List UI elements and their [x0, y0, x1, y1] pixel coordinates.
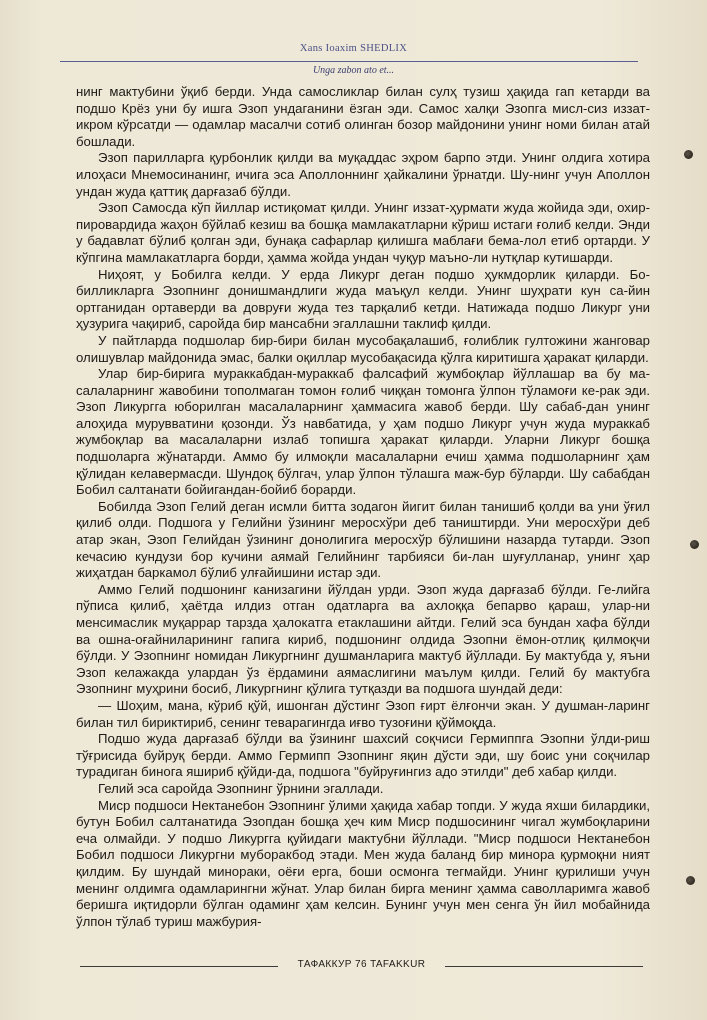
paragraph: Ниҳоят, у Бобилга келди. У ерда Ликург деган подшо ҳукмдорлик қиларди. Бо-билликларга Эзопнинг донишмандлиги жуда маъқул келди. Унинг шуҳрати кун са-йин ортганидан ортаверди ва довруғи жуда тез тарқалиб кетди. Натижада подшо Ликург уни ҳузурига чақириб, саройда бир мансабни эгаллашни таклиф қилди. [76, 266, 650, 332]
header-author: Xans Ioaxim SHEDLIX [299, 43, 408, 54]
punch-hole-icon [690, 540, 699, 549]
running-header [0, 42, 707, 76]
footer-rule-right [445, 966, 643, 967]
paragraph: Подшо жуда дарғазаб бўлди ва ўзининг шахсий соқчиси Гермиппга Эзопни ўлди-риш тўғрисида буйруқ берди. Аммо Гермипп Эзопнинг яқин дўсти эди, шу боис уни соқчилар турадиган бинога яшириб қўйди-да, подшога "буйруғингиз адо этилди" деб хабар қилди. [76, 731, 650, 780]
page-footer [0, 958, 707, 978]
paragraph: Эзоп Самосда кўп йиллар истиқомат қилди. Унинг иззат-ҳурмати жуда жойида эди, охир-пировардида жаҳон бўйлаб кезиш ва бошқа мамлакатларни кўриш истаги ғолиб келди. Энди у бадавлат бўлиб қолган эди, бунақа сафарлар қилишга маблағи бема-лол етиб ортарди. У кўпгина мамлакатларга борди, ҳамма жойда ундан чуқур маъно-ли нутқлар кутишарди. [76, 200, 650, 265]
page-number: ТАФАККУР 76 TAFAKKUR [297, 959, 426, 970]
paragraph: Гелий эса саройда Эзопнинг ўрнини эгаллади. [98, 780, 384, 796]
punch-hole-icon [684, 150, 693, 159]
paragraph: Бобилда Эзоп Гелий деган исмли битта зодагон йигит билан танишиб қолди ва уни ўғил қилиб олди. Подшога у Гелийни ўзининг меросхўри деб таништирди. Уни меросхўри деб атар экан, Эзоп Гелийдан ўзининг донолигига меросхўр бўлишини назарда тутарди. Эзоп кечасию кундузи бор кучини аямай Гелийнинг тарбияси би-лан шуғулланар, унинг ҳар жиҳатдан баркамол бўлиб улғайишини истар эди. [76, 498, 650, 581]
paragraph: нинг мактубини ўқиб берди. Унда самосликлар билан сулҳ тузиш ҳақида гап кетарди ва подшо Крёз уни бу ишга Эзоп ундаганини ёзган эди. Самос халқи Эзопга мисл-сиз иззат-икром кўрсатди — одамлар масалчи сотиб олинган бозор майдонини унинг номи билан атай бошлади. [76, 84, 650, 149]
paragraph: У пайтларда подшолар бир-бири билан мусобақалашиб, ғолиблик гултожини жанговар олишувлар майдонида эмас, балки оқиллар мусобақасида қўлга киритишга ҳаракат қиларди. [76, 332, 650, 365]
article-body [76, 84, 650, 930]
paragraph: Аммо Гелий подшонинг канизагини йўлдан урди. Эзоп жуда дарғазаб бўлди. Ге-лийга пўписа қилиб, ҳаётда илдиз отган одатларга ва ахлоққа бепарво қараш, улар-ни менсимаслик муқаррар тарзда ҳалокатга етаклашини айтди. Гелий эса бундан хафа бўлди ва ошна-оғайниларининг гапига кириб, подшонинг олдида Эзопни ёмон-отлиқ қилмоқчи бўлди. У Эзопнинг номидан Ликургнинг душманларига мактуб йўллади. Бу мактубда у, яъни Эзоп келажакда улардан ўз ёрдамини аямаслигини маълум қилди. Гелий бу мактубга Эзопнинг муҳрини босиб, Ликургнинг қўлига тутқазди ва подшога шундай деди: [76, 581, 650, 697]
footer-rule-left [80, 966, 278, 967]
paragraph: Миср подшоси Нектанебон Эзопнинг ўлими ҳақида хабар топди. У жуда яхши билардики, бутун Бобил салтанатида Эзопдан бошқа ҳеч ким Миср подшосининг чигал жумбоқларини еча олмайди. У подшо Ликургга қуйидаги мактубни йўллади. "Миср подшоси Нектанебон Бобил подшоси Ликургни муборакбод этади. Мен жуда баланд бир минора қурмоқни ният қилдим. Бу шундай минораки, оёғи ерга, боши осмонга тегмайди. Унинг қурилиши учун менинг олдимга одамларингни жўнат. Улар билан бирга менинг ҳамма саволларимга жавоб беришга иқтидорли бўлган одаминг ҳам келсин. Бунинг учун мен сенга ўн йил мобайнида ўлпон тўлаб туриш мажбурия- [76, 797, 650, 929]
header-rule [60, 61, 638, 62]
paragraph: Улар бир-бирига мураккабдан-мураккаб фалсафий жумбоқлар йўллашар ва бу ма-салаларнинг жавобини тополмаган томон ғолиб чиққан томонга ўлпон тўламоғи ке-рак эди. Эзоп Ликургга юборилган масалаларнинг ҳаммасига жавоб берди. Шу сабаб-дан унинг алоҳида мурувватини қозонди. Ўз навбатида, у ҳам подшо Ликург учун жуда мураккаб жумбоқлар ва масалаларни излаб топишга ҳаракат қиларди. Уларни Ликург бошқа подшоларга жўнатарди. Аммо бу илмоқли масалаларни ечиш ҳамма подшоларнинг ҳам қўлидан келавермасди. Шундоқ бўлгач, улар ўлпон тўлашга маж-бур бўларди. Шу сабабдан Бобил салтанати бойигандан-бойиб борарди. [76, 366, 650, 498]
paragraph: — Шоҳим, мана, кўриб қўй, ишонган дўстинг Эзоп ғирт ёлғончи экан. У душман-ларинг билан тил бириктириб, сенинг тевaрагингда иғво тузоғини қўймоқда. [76, 697, 650, 730]
punch-hole-icon [686, 876, 695, 885]
paragraph: Эзоп парилларга қурбонлик қилди ва муқаддас эҳром барпо этди. Унинг олдига хотира илоҳаси Мнемосинанинг, ичига эса Аполлоннинг ҳайкалини ўрнатди. Шу-нинг учун Аполлон ундан жуда қаттиқ дарғазаб бўлди. [76, 150, 650, 199]
header-subtitle: Unga zabon ato et... [312, 65, 395, 76]
